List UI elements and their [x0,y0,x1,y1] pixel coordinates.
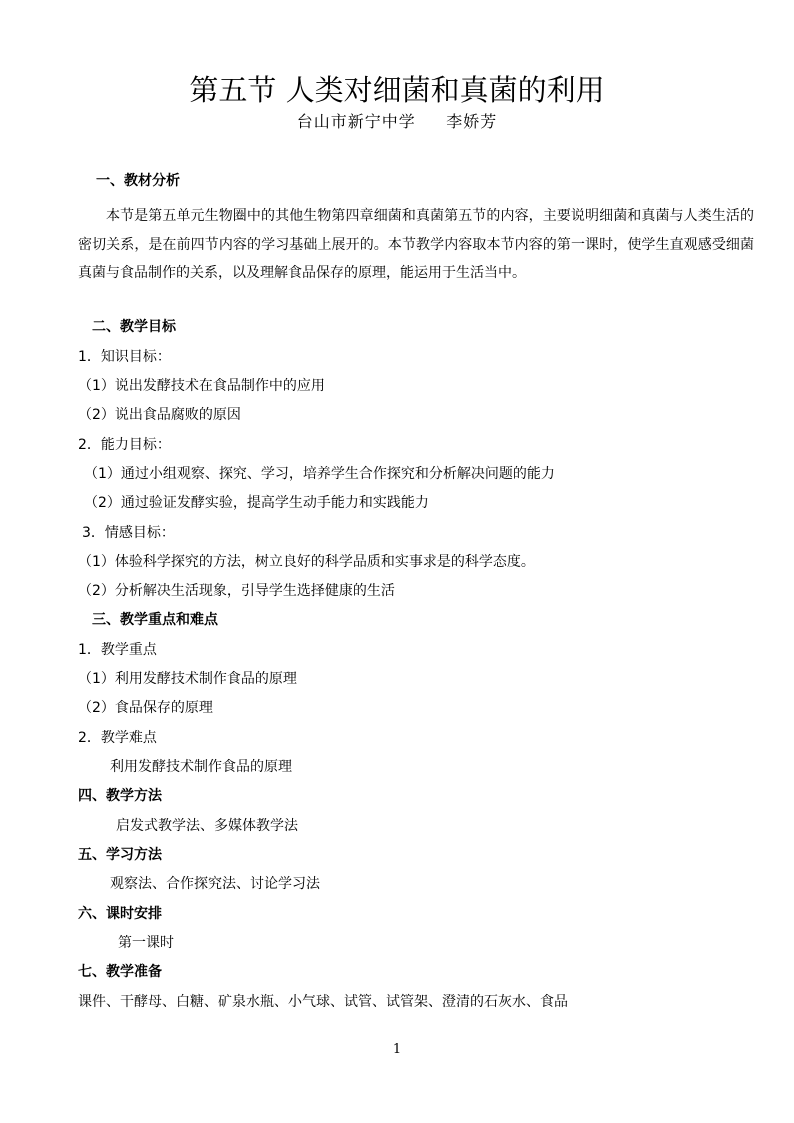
page-title: 第五节 人类对细菌和真菌的利用 [189,73,605,107]
key-point-item: （1）利用发酵技术制作食品的原理 [78,671,297,687]
author-line: 台山市新宁中学 李娇芳 [296,112,498,131]
section-heading-2: 二、教学目标 [92,319,176,335]
class-schedule: 第一课时 [118,935,174,951]
objective-item: （1）体验科学探究的方法，树立良好的科学品质和实事求是的科学态度。 [78,554,535,570]
learning-methods: 观察法、合作探究法、讨论学习法 [110,876,320,892]
objective-item: （2）分析解决生活现象，引导学生选择健康的生活 [78,583,395,599]
page-number: 1 [392,1042,402,1057]
objective-item: （2）通过验证发酵实验，提高学生动手能力和实践能力 [84,495,429,511]
key-point-item: （2）食品保存的原理 [78,700,213,716]
key-point-label: 1．教学重点 [78,642,157,658]
teaching-materials: 课件、干酵母、白糖、矿泉水瓶、小气球、试管、试管架、澄清的石灰水、食品 [78,994,568,1010]
difficulty-item: 利用发酵技术制作食品的原理 [110,759,292,775]
objective-knowledge-label: 1．知识目标： [78,349,171,365]
section-heading-6: 六、课时安排 [78,906,162,922]
section-heading-5: 五、学习方法 [78,847,162,863]
objective-emotion-label: 3．情感目标： [82,525,175,541]
teaching-methods: 启发式教学法、多媒体教学法 [116,818,298,834]
section-heading-1: 一、教材分析 [96,173,180,189]
objective-item: （2）说出食品腐败的原因 [78,407,241,423]
objective-ability-label: 2．能力目标： [78,437,171,453]
section-heading-4: 四、教学方法 [78,788,162,804]
section-1-paragraph: 本节是第五单元生物圈中的其他生物第四章细菌和真菌第五节的内容，主要说明细菌和真菌与人类生活的密切关系，是在前四节内容的学习基础上展开的。本节教学内容取本节内容的第一课时，使学生直观感受细菌真菌与食品制作的关系，以及理解食品保存的原理，能运用于生活当中。 [78,208,754,282]
section-heading-3: 三、教学重点和难点 [92,612,218,628]
section-heading-7: 七、教学准备 [78,964,162,980]
difficulty-label: 2．教学难点 [78,730,157,746]
objective-item: （1）通过小组观察、探究、学习，培养学生合作探究和分析解决问题的能力 [84,466,555,482]
objective-item: （1）说出发酵技术在食品制作中的应用 [78,378,325,394]
